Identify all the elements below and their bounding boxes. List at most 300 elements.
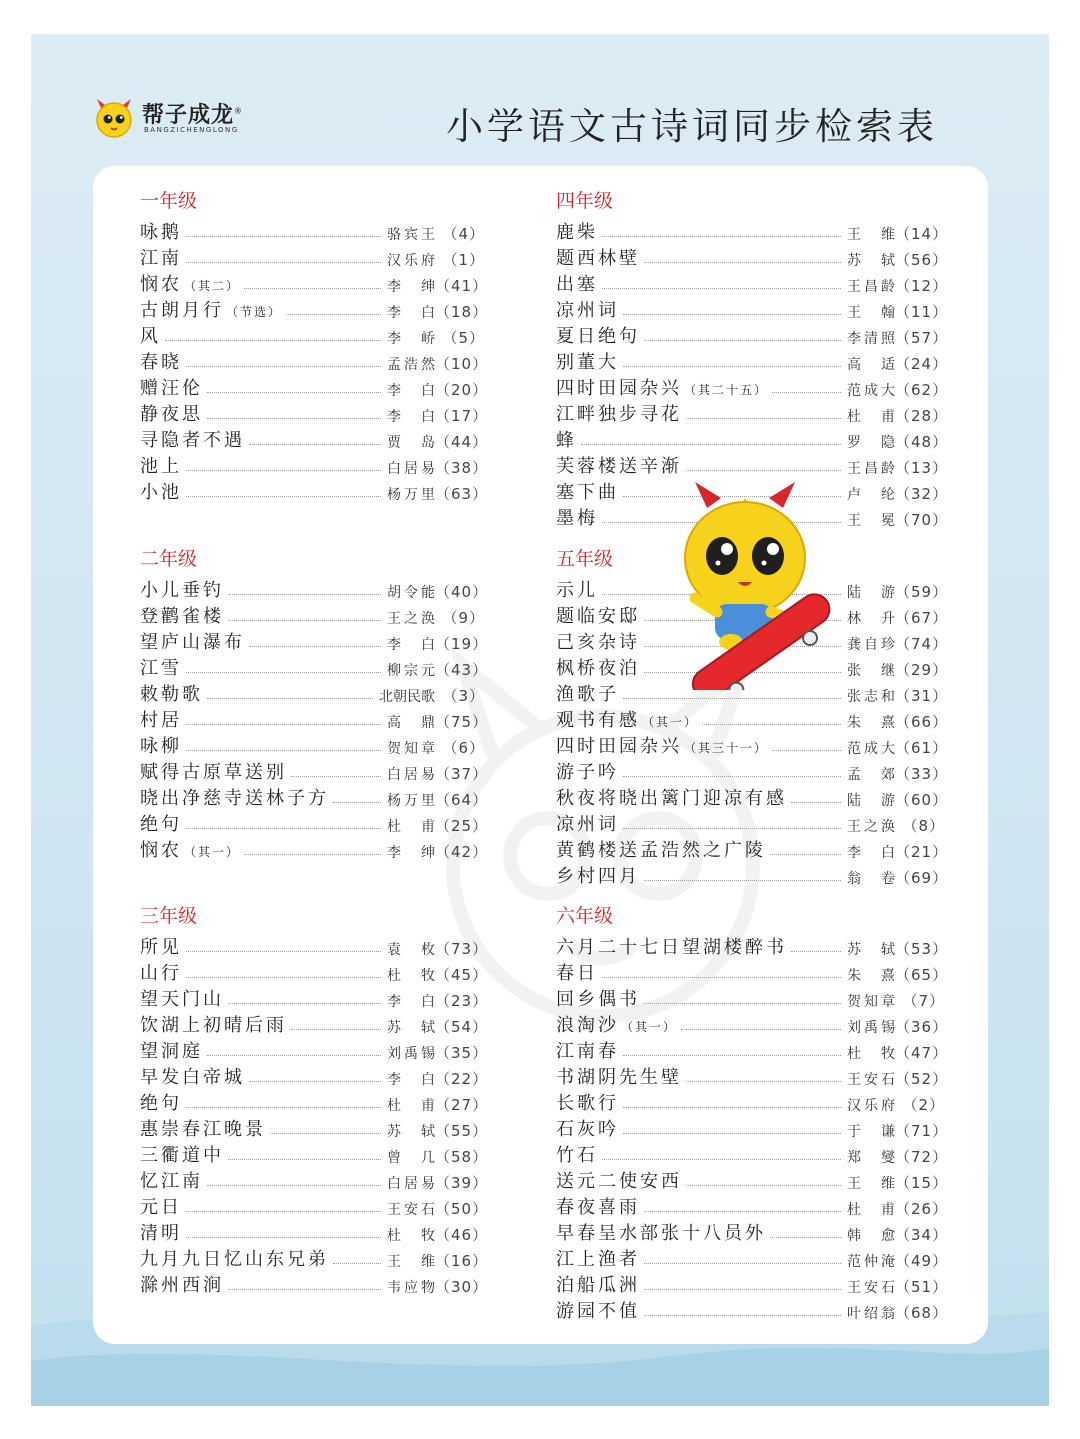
poem-title-text: 惠崇春江晚景 (140, 1119, 266, 1140)
poem-author: 林 升 (847, 611, 895, 627)
poem-author: 罗 隐 (847, 435, 895, 451)
poem-index-number: （65） (895, 966, 949, 984)
poem-row (140, 1115, 489, 1141)
poem-title-text: 悯农 (140, 274, 182, 295)
poem-index-number: （49） (895, 1252, 949, 1270)
dotted-leader (333, 802, 381, 803)
dotted-leader (286, 314, 381, 315)
poem-index-number: （66） (895, 713, 949, 731)
poem-title-text: 江南 (140, 248, 182, 269)
poem-title-text: 饮湖上初晴后雨 (140, 1015, 287, 1036)
grade-heading: 三年级 (140, 905, 198, 927)
dotted-leader (602, 977, 841, 978)
poem-index-number: （17） (435, 407, 489, 425)
poem-row (556, 1167, 949, 1193)
poem-title (140, 244, 182, 270)
poem-title-text: 望天门山 (140, 989, 224, 1010)
poem-title (556, 218, 598, 244)
dotted-leader (623, 314, 841, 315)
dotted-leader (228, 620, 381, 621)
dotted-leader (186, 951, 381, 952)
dotted-leader (644, 1263, 841, 1264)
poem-index-number: （14） (895, 225, 949, 243)
poem-author: 陆 游 (847, 793, 895, 809)
poem-index-number: （4） (442, 225, 485, 243)
grade-section-2 (140, 546, 489, 862)
poem-title (140, 654, 182, 680)
poem-row (140, 348, 489, 374)
poem-author: 王安石 (847, 1072, 895, 1088)
poem-index-number: （50） (435, 1200, 489, 1218)
poem-index-number: （61） (895, 739, 949, 757)
poem-author: 王 维 (847, 1176, 895, 1192)
poem-row (140, 784, 489, 810)
poem-title-text: 蜂 (556, 430, 577, 451)
poem-author: 朱 熹 (847, 968, 895, 984)
poem-row (140, 1167, 489, 1193)
poem-row (140, 400, 489, 426)
poem-author: 贺知章 (387, 741, 435, 757)
poem-title-text: 长歌行 (556, 1093, 619, 1114)
poem-row (140, 478, 489, 504)
dotted-leader (186, 236, 381, 237)
poem-title-text: 泊船瓜洲 (556, 1275, 640, 1296)
poem-title-text: 元日 (140, 1197, 182, 1218)
poem-row (140, 732, 485, 758)
poem-index-number: （58） (435, 1148, 489, 1166)
dotted-leader (186, 672, 381, 673)
poem-author: 杜 甫 (847, 409, 895, 425)
poem-author: 王昌龄 (847, 279, 895, 295)
poem-title-text: 题西林壁 (556, 248, 640, 269)
grade-section-4 (556, 188, 949, 530)
poem-row (140, 602, 485, 628)
dotted-leader (186, 262, 381, 263)
dotted-leader (207, 418, 381, 419)
poem-author: 王安石 (387, 1202, 435, 1218)
poem-note: （其二） (184, 279, 241, 293)
poem-title-text: 鹿柴 (556, 222, 598, 243)
page-title: 小学语文古诗词同步检索表 (446, 105, 938, 148)
poem-title-text: 村居 (140, 710, 182, 731)
poem-title (140, 1141, 224, 1167)
poem-title-text: 己亥杂诗 (556, 632, 640, 653)
poem-index-number: （32） (895, 485, 949, 503)
index-panel (93, 166, 988, 1344)
poem-row (140, 1141, 489, 1167)
poem-row (556, 1245, 949, 1271)
poem-author: 卢 纶 (847, 487, 895, 503)
poem-author: 李 白 (387, 637, 435, 653)
poem-index-number: （73） (435, 940, 489, 958)
poem-title (140, 706, 182, 732)
dotted-leader (228, 1289, 381, 1290)
grade-heading: 二年级 (140, 548, 198, 570)
poem-index-number: （1） (442, 251, 485, 269)
poem-author: 白居易 (387, 1176, 435, 1192)
logo-subtext: BANGZICHENGLONG (144, 126, 239, 134)
poem-index-number: （20） (435, 381, 489, 399)
poem-title (140, 270, 240, 296)
poem-title (140, 1063, 245, 1089)
poem-index-number: （10） (435, 355, 489, 373)
poem-title-text: 咏鹅 (140, 222, 182, 243)
poem-title (556, 1115, 619, 1141)
poem-title (140, 400, 203, 426)
poem-index-number: （31） (895, 687, 949, 705)
poem-title (556, 1063, 682, 1089)
dotted-leader (186, 1237, 381, 1238)
poem-index-number: （59） (895, 583, 949, 601)
poem-author: 李 峤 (387, 331, 435, 347)
poem-index-number: （2） (902, 1096, 945, 1114)
poem-title (556, 576, 598, 602)
poem-title (556, 784, 787, 810)
poem-index-number: （64） (435, 791, 489, 809)
poem-title (556, 862, 640, 888)
poem-title-text: 春日 (556, 963, 598, 984)
poem-row (556, 296, 949, 322)
poem-row (556, 784, 949, 810)
poem-author: 叶绍翁 (847, 1306, 895, 1322)
dragon-logo-icon (92, 98, 136, 138)
poem-index-number: （6） (442, 739, 485, 757)
poem-title-text: 别董大 (556, 352, 619, 373)
dotted-leader (207, 1185, 381, 1186)
poem-row (140, 758, 489, 784)
poem-author: 白居易 (387, 767, 435, 783)
dotted-leader (270, 1133, 381, 1134)
poem-author: 王之涣 (387, 611, 435, 627)
poem-row (556, 1297, 949, 1323)
grade-section-1 (140, 188, 489, 504)
dotted-leader (770, 1237, 841, 1238)
poem-author: 陆 游 (847, 585, 895, 601)
poem-title-text: 静夜思 (140, 404, 203, 425)
dotted-leader (644, 1289, 841, 1290)
poem-title-text: 江上渔者 (556, 1249, 640, 1270)
dotted-leader (686, 470, 841, 471)
poem-index-number: （15） (895, 1174, 949, 1192)
poem-index-number: （60） (895, 791, 949, 809)
dotted-leader (291, 1029, 381, 1030)
poem-row (556, 985, 945, 1011)
poem-title-text: 竹石 (556, 1145, 598, 1166)
dotted-leader (207, 1055, 381, 1056)
poem-index-number: （63） (435, 485, 489, 503)
poem-author: 李 绅 (387, 279, 435, 295)
poem-title-text: 六月二十七日望湖楼醉书 (556, 937, 787, 958)
poem-row (140, 218, 485, 244)
poem-index-number: （71） (895, 1122, 949, 1140)
poem-title (140, 784, 329, 810)
poem-title-text: 望庐山瀑布 (140, 632, 245, 653)
poem-title-text: 咏柳 (140, 736, 182, 757)
poem-author: 胡令能 (387, 585, 435, 601)
poem-index-number: （54） (435, 1018, 489, 1036)
dotted-leader (244, 288, 381, 289)
poem-title (556, 959, 598, 985)
poem-author: 苏 轼 (847, 942, 895, 958)
poem-author: 杨万里 (387, 487, 435, 503)
poem-index-number: （37） (435, 765, 489, 783)
poem-title-text: 悯农 (140, 840, 182, 861)
poem-author: 范成大 (847, 383, 895, 399)
poem-index-number: （46） (435, 1226, 489, 1244)
poem-title-text: 敕勒歌 (140, 684, 203, 705)
poem-index-number: （62） (895, 381, 949, 399)
poem-index-number: （55） (435, 1122, 489, 1140)
dotted-leader (770, 854, 841, 855)
poem-title-text: 四时田园杂兴 (556, 736, 682, 757)
poem-title-text: 风 (140, 326, 161, 347)
poem-title (556, 1037, 619, 1063)
poem-title-text: 晓出净慈寺送林子方 (140, 788, 329, 809)
dotted-leader (186, 366, 381, 367)
poem-row (556, 1141, 949, 1167)
dotted-leader (207, 698, 373, 699)
poem-index-number: （40） (435, 583, 489, 601)
poem-index-number: （52） (895, 1070, 949, 1088)
poem-row (140, 1245, 489, 1271)
poem-row (556, 322, 949, 348)
poem-author: 李 白 (387, 409, 435, 425)
poem-title (556, 1167, 682, 1193)
poem-title (140, 680, 203, 706)
poem-title-text: 赠汪伦 (140, 378, 203, 399)
poem-title-text: 清明 (140, 1223, 182, 1244)
poem-title (140, 933, 182, 959)
poem-index-number: （24） (895, 355, 949, 373)
poem-row (556, 758, 949, 784)
poem-title-text: 绝句 (140, 1093, 182, 1114)
poem-index-number: （39） (435, 1174, 489, 1192)
poem-index-number: （30） (435, 1278, 489, 1296)
poem-author: 北朝民歌 (379, 689, 435, 705)
dotted-leader (333, 1263, 381, 1264)
poem-row (140, 1011, 489, 1037)
poem-title-text: 乡村四月 (556, 866, 640, 887)
poem-title (140, 296, 282, 322)
poem-author: 汉乐府 (387, 253, 435, 269)
poem-title-text: 黄鹤楼送孟浩然之广陵 (556, 840, 766, 861)
poem-author: 袁 枚 (387, 942, 435, 958)
poem-row (556, 732, 949, 758)
dotted-leader (249, 444, 381, 445)
poem-row (556, 836, 949, 862)
poem-row (140, 985, 489, 1011)
poem-author: 高 鼎 (387, 715, 435, 731)
dotted-leader (602, 288, 841, 289)
dotted-leader (291, 776, 381, 777)
poem-title (556, 706, 698, 732)
poem-row (556, 959, 949, 985)
poem-title (140, 628, 245, 654)
dotted-leader (623, 698, 841, 699)
poem-index-number: （11） (895, 303, 949, 321)
poem-index-number: （35） (435, 1044, 489, 1062)
poem-title (140, 758, 287, 784)
poem-title-text: 凉州词 (556, 300, 619, 321)
dotted-leader (186, 1107, 381, 1108)
poem-title (140, 218, 182, 244)
poem-row (140, 322, 485, 348)
poem-title-text: 忆江南 (140, 1171, 203, 1192)
poem-index-number: （27） (435, 1096, 489, 1114)
poem-author: 杜 牧 (847, 1046, 895, 1062)
grade-heading: 六年级 (556, 905, 614, 927)
poem-author: 苏 轼 (387, 1020, 435, 1036)
poem-title (140, 1219, 182, 1245)
poem-row (140, 576, 489, 602)
poem-title-text: 墨梅 (556, 508, 598, 529)
poem-title-text: 石灰吟 (556, 1119, 619, 1140)
poem-row (556, 348, 949, 374)
poem-row (140, 1271, 489, 1297)
poem-title-text: 示儿 (556, 580, 598, 601)
poem-author: 柳宗元 (387, 663, 435, 679)
poem-author: 李 白 (387, 305, 435, 321)
poem-row (140, 1037, 489, 1063)
dotted-leader (186, 1211, 381, 1212)
poem-author: 范成大 (847, 741, 895, 757)
poem-row (140, 296, 489, 322)
poem-title-text: 小池 (140, 482, 182, 503)
poem-row (556, 810, 945, 836)
poem-title-text: 九月九日忆山东兄弟 (140, 1249, 329, 1270)
poem-title (556, 985, 640, 1011)
poem-title (556, 296, 619, 322)
dotted-leader (244, 854, 381, 855)
poem-index-number: （13） (895, 459, 949, 477)
poem-title (556, 270, 598, 296)
poem-row (556, 374, 949, 400)
poem-title (556, 478, 619, 504)
poem-index-number: （72） (895, 1148, 949, 1166)
dotted-leader (623, 776, 841, 777)
poem-author: 李 白 (387, 1072, 435, 1088)
poem-title (140, 348, 182, 374)
dotted-leader (686, 418, 841, 419)
poem-title (556, 322, 640, 348)
poem-title (140, 478, 182, 504)
poem-index-number: （23） (435, 992, 489, 1010)
poem-author: 杜 牧 (387, 968, 435, 984)
dotted-leader (228, 594, 381, 595)
poem-title (556, 244, 640, 270)
poem-title (556, 1193, 640, 1219)
dotted-leader (791, 951, 841, 952)
dotted-leader (249, 646, 381, 647)
dotted-leader (644, 340, 841, 341)
poem-title (556, 348, 619, 374)
poem-author: 张志和 (847, 689, 895, 705)
poem-title (140, 602, 224, 628)
poem-row (140, 959, 489, 985)
poem-title-text: 望洞庭 (140, 1041, 203, 1062)
poem-title-text: 游园不值 (556, 1301, 640, 1322)
dotted-leader (186, 828, 381, 829)
dotted-leader (681, 1029, 841, 1030)
poem-title-text: 凉州词 (556, 814, 619, 835)
poem-index-number: （29） (895, 661, 949, 679)
poem-index-number: （34） (895, 1226, 949, 1244)
poem-title-text: 江畔独步寻花 (556, 404, 682, 425)
poem-title (556, 504, 598, 530)
poem-author: 苏 轼 (387, 1124, 435, 1140)
poem-index-number: （68） (895, 1304, 949, 1322)
poem-row (140, 706, 489, 732)
poem-author: 李 白 (847, 845, 895, 861)
grade-heading: 一年级 (140, 190, 198, 212)
poem-row (556, 1193, 949, 1219)
poem-title-text: 赋得古原草送别 (140, 762, 287, 783)
poem-title-text: 四时田园杂兴 (556, 378, 682, 399)
poem-author: 杜 甫 (847, 1202, 895, 1218)
poem-row (140, 1193, 489, 1219)
poem-index-number: （41） (435, 277, 489, 295)
poem-index-number: （7） (902, 992, 945, 1010)
poem-row (140, 270, 489, 296)
poem-title (556, 680, 619, 706)
grade-section-3 (140, 903, 489, 1297)
dotted-leader (623, 1107, 841, 1108)
dotted-leader (186, 496, 381, 497)
poem-title-text: 早春呈水部张十八员外 (556, 1223, 766, 1244)
dotted-leader (623, 1133, 841, 1134)
poem-author: 翁 卷 (847, 871, 895, 887)
poem-note: （其一） (621, 1020, 678, 1034)
poem-title (140, 1271, 224, 1297)
dotted-leader (623, 366, 841, 367)
poem-author: 汉乐府 (847, 1098, 895, 1114)
poem-row (556, 244, 949, 270)
poem-author: 王安石 (847, 1280, 895, 1296)
poem-row (556, 1011, 949, 1037)
poem-author: 范仲淹 (847, 1254, 895, 1270)
poem-title (140, 1115, 266, 1141)
dotted-leader (702, 724, 841, 725)
poem-row (556, 452, 949, 478)
dragon-mascot-skateboard-icon (655, 480, 835, 690)
poem-note: （节选） (226, 305, 283, 319)
poem-note: （其三十一） (684, 741, 769, 755)
poem-title-text: 小儿垂钓 (140, 580, 224, 601)
poem-title (140, 732, 182, 758)
poem-author: 王 翰 (847, 305, 895, 321)
poem-author: 孟浩然 (387, 357, 435, 373)
poem-title (140, 959, 182, 985)
dotted-leader (644, 1211, 841, 1212)
poem-index-number: （21） (895, 843, 949, 861)
poem-row (556, 1115, 949, 1141)
poem-title (556, 654, 640, 680)
poem-row (556, 1271, 949, 1297)
poem-author: 李 白 (387, 994, 435, 1010)
poem-author: 韩 愈 (847, 1228, 895, 1244)
poem-index-number: （75） (435, 713, 489, 731)
dotted-leader (186, 470, 381, 471)
dotted-leader (602, 1159, 841, 1160)
poem-index-number: （18） (435, 303, 489, 321)
dotted-leader (772, 750, 841, 751)
poem-title (140, 426, 245, 452)
poem-title (140, 836, 240, 862)
poem-title-text: 春晓 (140, 352, 182, 373)
poem-title (140, 1193, 182, 1219)
dotted-leader (772, 392, 841, 393)
poem-title-text: 登鹳雀楼 (140, 606, 224, 627)
